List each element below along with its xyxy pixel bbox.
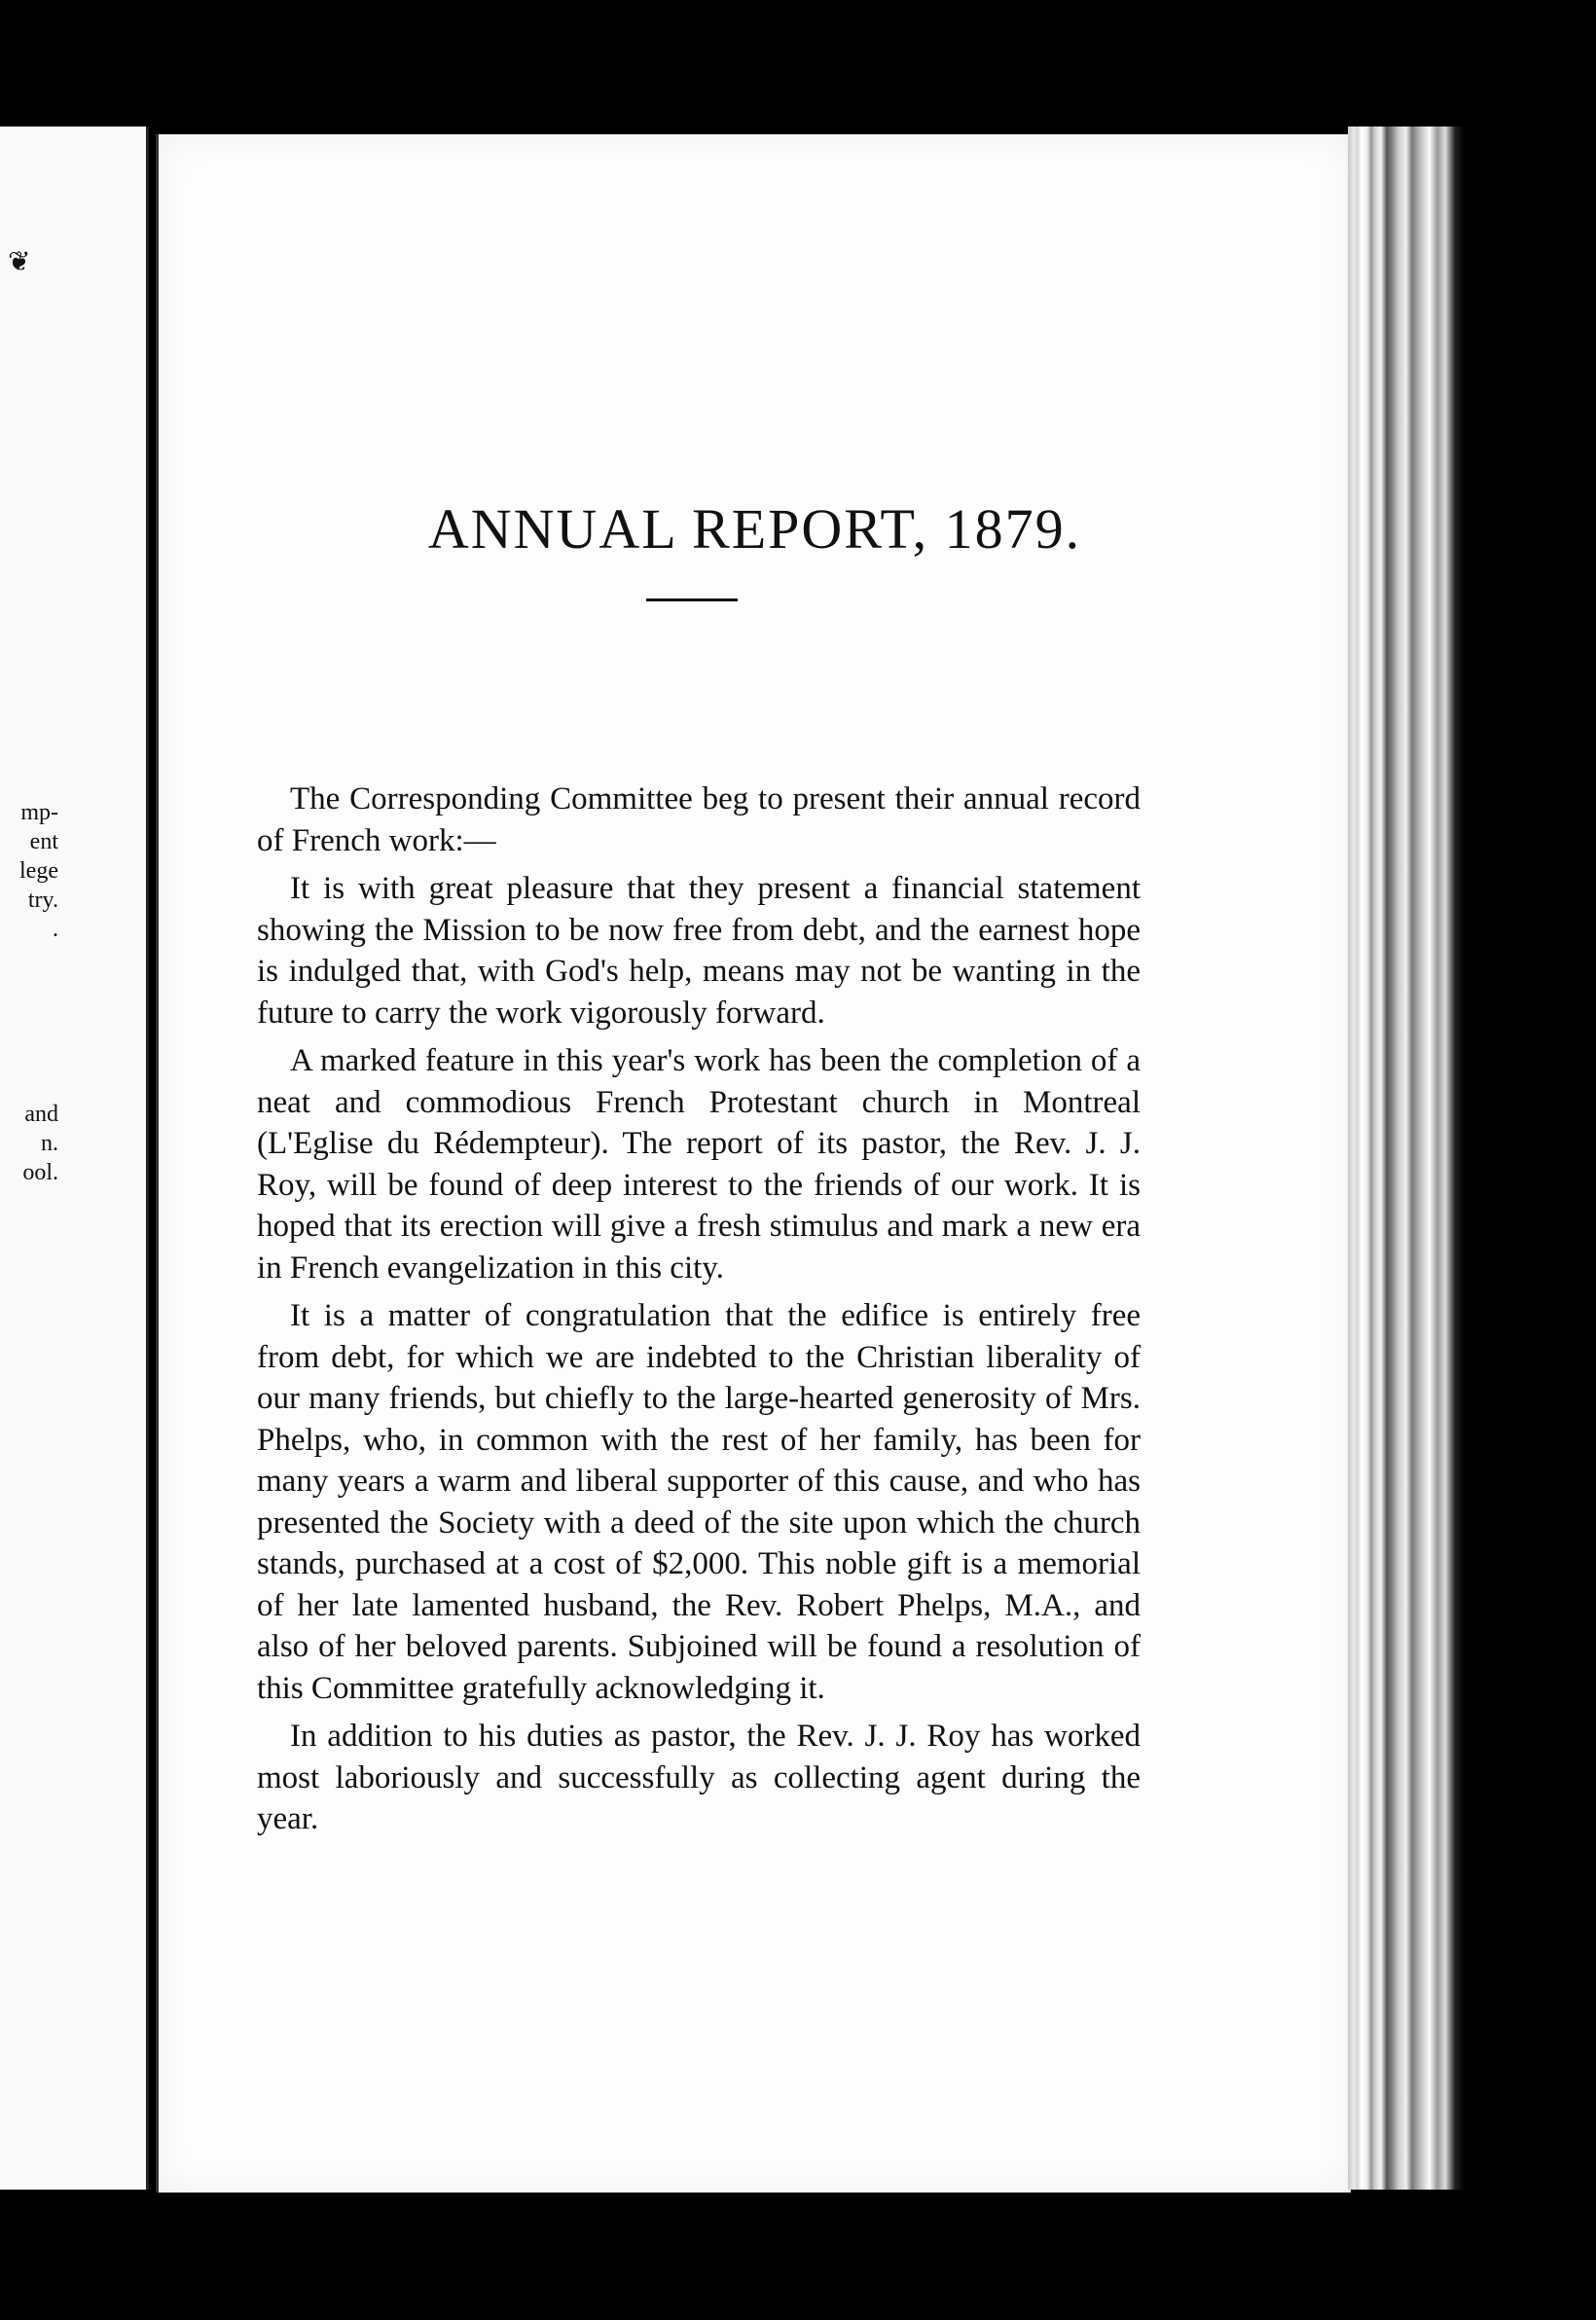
page-title: ANNUAL REPORT, 1879. <box>427 497 1082 561</box>
page-stack-edges <box>1348 127 1465 2190</box>
title-rule <box>646 598 738 601</box>
paragraph: It is with great pleasure that they present a financial statement showing the Mission to be now free from debt, and the earnest hope is indulged that, with God's help, means may not be wanting in the future to carry the work vigorously forward. <box>257 871 1141 1031</box>
facing-page-edge <box>0 127 149 2190</box>
report-page <box>156 134 1351 2193</box>
paragraph: A marked feature in this year's work has been the completion of a neat and commodious French Protestant church in Montreal (L'Eglise du Rédempteur). The report of its pastor, the Rev. J. J. Roy, will be found of deep interest to the friends of our work. It is hoped that its erection will give a fresh stimulus and mark a new era in French evangelization in this city. <box>257 1043 1141 1286</box>
facing-page-text-fragment: and n. ool. <box>22 1102 58 1185</box>
paragraph: The Corresponding Committee beg to present their annual record of French work:— <box>257 781 1141 858</box>
paragraph: In addition to his duties as pastor, the Rev. J. J. Roy has worked most laboriously and successfully as collecting agent during the year. <box>257 1719 1141 1836</box>
paragraph: It is a matter of congratulation that the edifice is entirely free from debt, for which we are indebted to the Christian liberality of our many friends, but chiefly to the large-hearted generosity of Mrs. Phelps, who, in common with the rest of her family, has been for many years a warm and liberal supporter of this cause, and who has presented the Society with a deed of the site upon which the church stands, purchased at a cost of $2,000. This noble gift is a memorial of her late lamented husband, the Rev. Robert Phelps, M.A., and also of her beloved parents. Subjoined will be found a resolution of this Committee gratefully acknowledging it. <box>257 1298 1141 1706</box>
ink-fleck: ❦ <box>8 247 31 277</box>
facing-page-text-fragment: mp- ent lege try. . <box>19 800 58 942</box>
report-body <box>257 779 1141 1847</box>
